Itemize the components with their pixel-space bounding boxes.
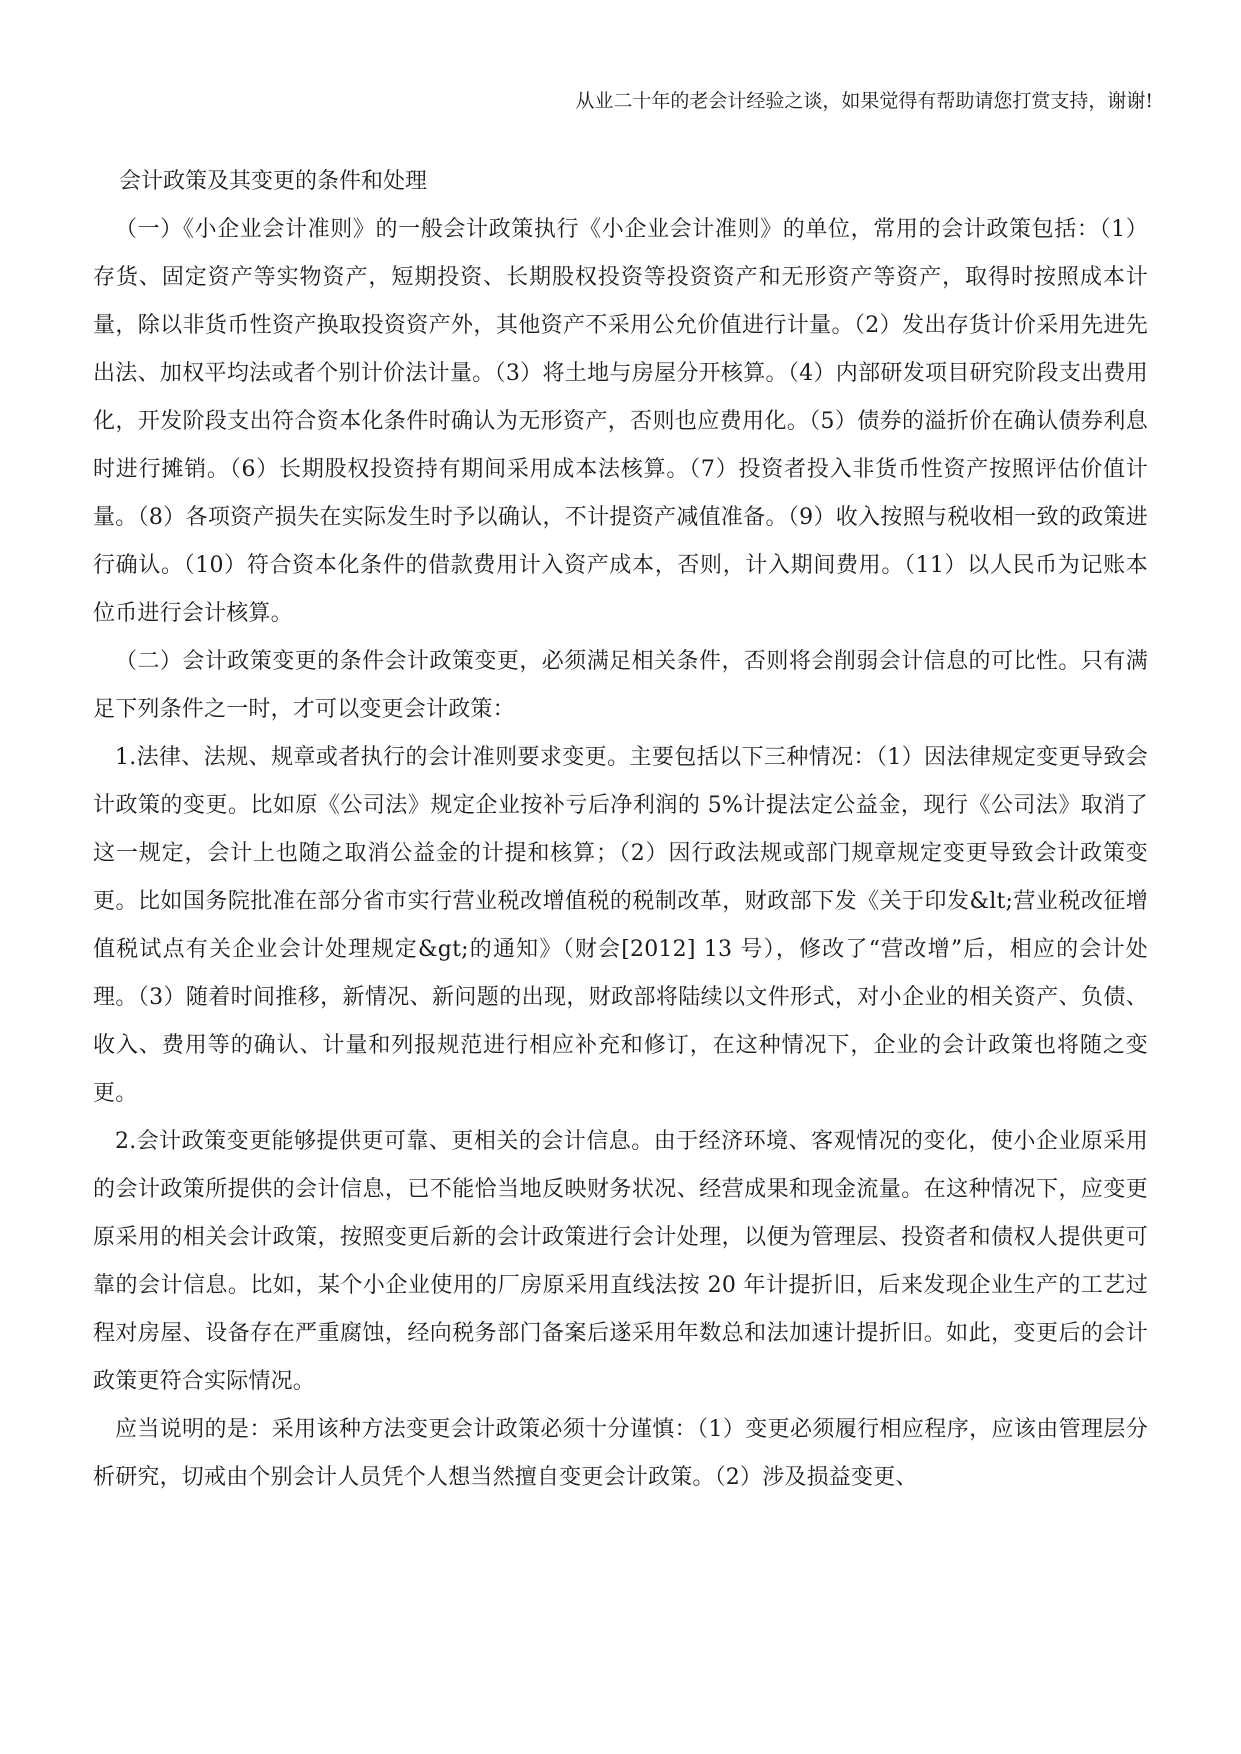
paragraph-notes: 应当说明的是：采用该种方法变更会计政策必须十分谨慎：（1）变更必须履行相应程序，应该由管理层分析研究，切戒由个别会计人员凭个人想当然擅自变更会计政策。（2）涉及损益变更、: [93, 1417, 1148, 1490]
document-title: 会计政策及其变更的条件和处理: [119, 169, 428, 194]
header-note: 从业二十年的老会计经验之谈，如果觉得有帮助请您打赏支持，谢谢!: [575, 90, 1153, 112]
paragraph-condition-2: 2.会计政策变更能够提供更可靠、更相关的会计信息。由于经济环境、客观情况的变化，使小企业原采用的会计政策所提供的会计信息，已不能恰当地反映财务状况、经营成果和现金流量。在这种情况下，应变更原采用的相关会计政策，按照变更后新的会计政策进行会计处理，以便为管理层、投资者和债权人提供更可靠的会计信息。比如，某个小企业使用的厂房原采用直线法按 20 年计提折旧，后来发现企业生产的工艺过程对房屋、设备存在严重腐蚀，经向税务部门备案后遂采用年数总和法加速计提折旧。如此，变更后的会计政策更符合实际情况。: [93, 1129, 1148, 1394]
document-body: [93, 158, 1148, 1502]
paragraph-change-conditions: （二）会计政策变更的条件会计政策变更，必须满足相关条件，否则将会削弱会计信息的可比性。只有满足下列条件之一时，才可以变更会计政策：: [93, 649, 1148, 722]
paragraph-condition-1: 1.法律、法规、规章或者执行的会计准则要求变更。主要包括以下三种情况：（1）因法律规定变更导致会计政策的变更。比如原《公司法》规定企业按补亏后净利润的 5%计提法定公益金，现行《公司法》取消了这一规定，会计上也随之取消公益金的计提和核算；（2）因行政法规或部门规章规定变更导致会计政策变更。比如国务院批准在部分省市实行营业税改增值税的税制改革，财政部下发《关于印发&lt;营业税改征增值税试点有关企业会计处理规定&gt;的通知》（财会[2012] 13 号），修改了“营改增”后，相应的会计处理。（3）随着时间推移，新情况、新问题的出现，财政部将陆续以文件形式，对小企业的相关资产、负债、收入、费用等的确认、计量和列报规范进行相应补充和修订，在这种情况下，企业的会计政策也将随之变更。: [93, 745, 1148, 1106]
paragraph-general-policies: （一）《小企业会计准则》的一般会计政策执行《小企业会计准则》的单位，常用的会计政策包括：（1）存货、固定资产等实物资产，短期投资、长期股权投资等投资资产和无形资产等资产，取得时按照成本计量，除以非货币性资产换取投资资产外，其他资产不采用公允价值进行计量。（2）发出存货计价采用先进先出法、加权平均法或者个别计价法计量。（3）将土地与房屋分开核算。（4）内部研发项目研究阶段支出费用化，开发阶段支出符合资本化条件时确认为无形资产，否则也应费用化。（5）债券的溢折价在确认债券利息时进行摊销。（6）长期股权投资持有期间采用成本法核算。（7）投资者投入非货币性资产按照评估价值计量。（8）各项资产损失在实际发生时予以确认，不计提资产减值准备。（9）收入按照与税收相一致的政策进行确认。（10）符合资本化条件的借款费用计入资产成本，否则，计入期间费用。（11）以人民币为记账本位币进行会计核算。: [93, 217, 1148, 626]
